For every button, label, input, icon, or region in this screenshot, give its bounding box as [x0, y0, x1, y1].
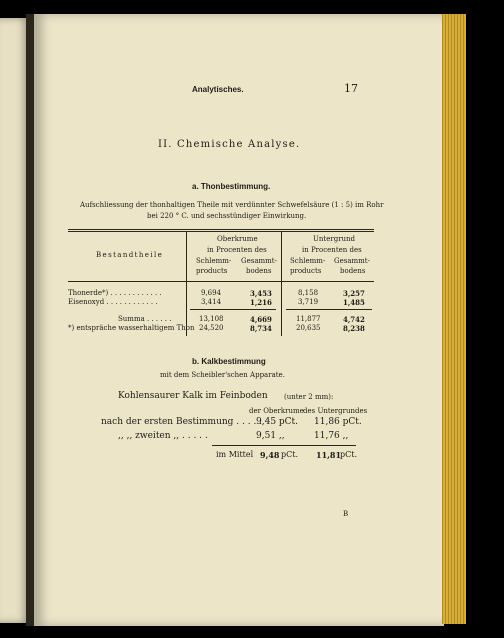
sum-rule-left: [190, 309, 276, 310]
section-title: II. Chemische Analyse.: [158, 139, 301, 150]
subsection-b-heading: b. Kalkbestimmung: [192, 357, 266, 366]
row-eisenoxyd-u-g: 1,485: [343, 298, 365, 307]
kalk-row2-label: ,, ,, zweiten ,, . . . . .: [118, 431, 208, 441]
col-bestandtheile: Bestandtheile: [96, 251, 164, 259]
kalk-title: Kohlensaurer Kalk im Feinboden: [118, 391, 268, 401]
row-summa-label: Summa . . . . . .: [118, 315, 172, 323]
col-u-gesammt-2: bodens: [340, 267, 366, 275]
row-thonerde-u-g: 3,257: [343, 289, 365, 298]
col-u-gesammt-1: Gesammt-: [334, 257, 370, 265]
col-oberkrume-sub: in Procenten des: [207, 246, 267, 254]
mittel-ober-value: 9,48: [260, 450, 280, 460]
signature-mark: B: [343, 510, 349, 518]
col-untergrund-sub: in Procenten des: [302, 246, 362, 254]
row-thonerde-label: Thonerde*) . . . . . . . . . . . .: [68, 289, 162, 297]
kalk-col-unter: des Untergrundes: [303, 407, 368, 415]
row-thonerde-o-s: 9,694: [201, 289, 222, 297]
page-edges: [442, 14, 466, 624]
kalk-title-small: (unter 2 mm):: [284, 393, 334, 401]
kalk-row1-label: nach der ersten Bestimmung . . . . .: [101, 417, 263, 427]
mittel-unter-value: 11,81: [316, 450, 342, 460]
sum-rule-right: [286, 309, 372, 310]
table-header-rule: [68, 281, 374, 282]
row-thon-label: *) entspräche wasserhaltigem Thon: [68, 324, 195, 332]
mittel-label: im Mittel: [216, 450, 254, 459]
table-vrule-2: [281, 232, 282, 336]
subsection-a-heading: a. Thonbestimmung.: [192, 182, 271, 191]
row-summa-o-s: 13,108: [199, 315, 224, 323]
row-summa-o-g: 4,669: [250, 315, 272, 324]
mittel-rule: [212, 445, 356, 446]
col-o-schlemm-2: products: [196, 267, 228, 275]
col-o-gesammt-1: Gesammt-: [241, 257, 277, 265]
row-thon-o-g: 8,734: [250, 324, 272, 333]
table-top-rule-2: [68, 231, 374, 232]
row-eisenoxyd-label: Eisenoxyd . . . . . . . . . . . .: [68, 298, 158, 306]
book-page: [34, 14, 444, 626]
mittel-unter-unit: pCt.: [340, 450, 357, 459]
col-u-schlemm-2: products: [290, 267, 322, 275]
running-title: Analytisches.: [192, 85, 244, 94]
col-untergrund: Untergrund: [313, 235, 356, 243]
intro-line-2: bei 220 ° C. und sechsstündiger Einwirkung.: [147, 212, 307, 220]
page-number: 17: [344, 82, 358, 95]
col-o-gesammt-2: bodens: [246, 267, 272, 275]
row-eisenoxyd-u-s: 3,719: [298, 298, 319, 306]
row-summa-u-s: 11,877: [296, 315, 321, 323]
row-thonerde-u-s: 8,158: [298, 289, 319, 297]
col-u-schlemm-1: Schlemm-: [290, 257, 326, 265]
kalk-row1-ober: 9,45 pCt.: [256, 417, 299, 427]
row-eisenoxyd-o-s: 3,414: [201, 298, 222, 306]
row-thon-o-s: 24,520: [199, 324, 224, 332]
kalk-row2-ober: 9,51 ,,: [256, 431, 285, 441]
row-summa-u-g: 4,742: [343, 315, 365, 324]
row-thonerde-o-g: 3,453: [250, 289, 272, 298]
kalk-col-ober: der Oberkrume: [249, 407, 304, 415]
col-o-schlemm-1: Schlemm-: [196, 257, 232, 265]
row-eisenoxyd-o-g: 1,216: [250, 298, 272, 307]
row-thon-u-s: 20,635: [296, 324, 321, 332]
mittel-ober-unit: pCt.: [281, 450, 298, 459]
table-top-rule: [68, 229, 374, 230]
row-thon-u-g: 8,238: [343, 324, 365, 333]
intro-line-1: Aufschliessung der thonhaltigen Theile mit verdünnter Schwefelsäure (1 : 5) im Rohr: [80, 201, 384, 209]
col-oberkrume: Oberkrume: [217, 235, 258, 243]
method-line: mit dem Scheibler'schen Apparate.: [160, 371, 285, 379]
table-vrule-1: [186, 232, 187, 336]
kalk-row2-unter: 11,76 ,,: [314, 431, 349, 441]
kalk-row1-unter: 11,86 pCt.: [314, 417, 362, 427]
